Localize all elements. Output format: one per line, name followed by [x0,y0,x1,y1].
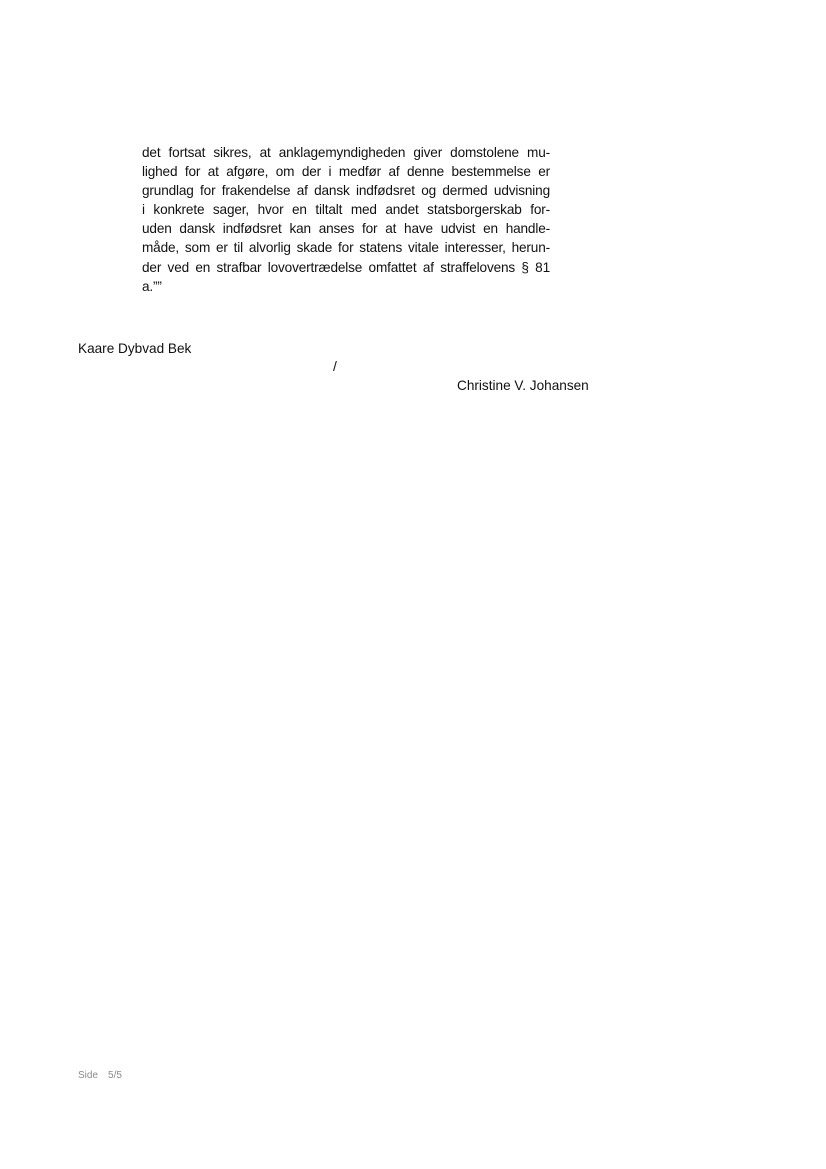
quote-line: det fortsat sikres, at anklagemyndigheden giver domstolene mu- [142,145,550,160]
quote-line: måde, som er til alvorlig skade for statens vitale interesser, herun- [142,240,550,256]
signature-separator: / [333,358,337,374]
quote-line: grundlag for frakendelse af dansk indfødsret og dermed udvisning [142,183,550,199]
signatory-official: Christine V. Johansen [457,378,589,393]
quoted-text-block [142,143,550,296]
page-footer [78,1069,122,1083]
quote-line: i konkrete sager, hvor en tiltalt med andet statsborgerskab for- [142,202,550,218]
quote-line: der ved en strafbar lovovertrædelse omfattet af straffelovens § 81 [142,259,550,275]
quote-line: a.”” [142,278,162,294]
footer-label: Side [78,1070,99,1081]
page-number: 5/5 [108,1070,122,1081]
signatory-minister: Kaare Dybvad Bek [78,341,192,356]
quote-line: lighed for at afgøre, om der i medfør af denne bestemmelse er [142,164,550,180]
quote-line: uden dansk indfødsret kan anses for at have udvist en handle- [142,221,550,237]
